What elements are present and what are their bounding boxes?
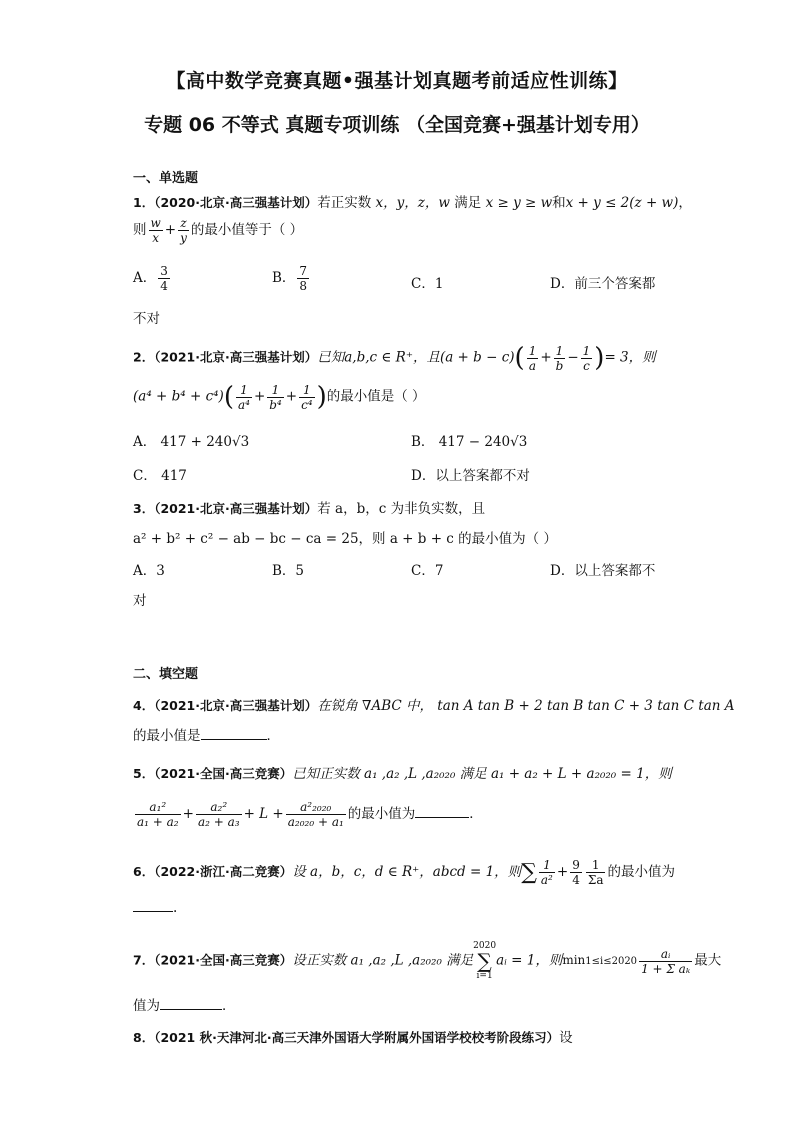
question-7-stem: 7．（2021·全国·高三竞赛）设正实数 a₁ ,a₂ ,L ,a₂₀₂₀ 满足2020 ∑ i=1aᵢ = 1，则min1≤i≤2020 $\frac{\text{aᵢ}}{\text{1 + Σ aₖ}}$ 最大 <box>133 941 722 981</box>
question-2-line2: (a⁴ + b⁴ + c⁴)( $\frac{1}{\text{a⁴}}$ + $\frac{1}{\text{b⁴}}$ + $\frac{1}{\text{c⁴}}$ )的最小值是（ ） <box>133 382 426 412</box>
question-4-stem: 4．（2021·北京·高三强基计划）在锐角 ∇ABC 中， tan A tan B + 2 tan B tan C + 3 tan C tan A <box>133 698 735 714</box>
document-title: 【高中数学竞赛真题•强基计划真题考前适应性训练】 <box>166 70 628 92</box>
question-source: （2021·北京·高三强基计划） <box>154 349 318 365</box>
question-3-line2: a² + b² + c² − ab − bc − ca = 25，则 a + b + c 的最小值为（ ） <box>133 531 557 547</box>
answer-blank[interactable] <box>133 899 173 912</box>
q3-option-a: A．3 <box>133 563 165 579</box>
question-3-stem: 3．（2021·北京·高三强基计划）若 a，b，c 为非负实数，且 <box>133 501 486 517</box>
section-heading-fill-blank: 二、填空题 <box>133 667 199 682</box>
q3-option-d-wrap: 对 <box>133 593 147 609</box>
fraction: $\frac{z}{y}$ <box>180 216 187 245</box>
question-1-line2: 则 $\frac{w}{x}$ + $\frac{z}{y}$ 的最小值等于（ ） <box>133 216 304 245</box>
section-heading-single-choice: 一、单选题 <box>133 171 199 186</box>
q2-option-c: C． 417 <box>133 468 187 484</box>
question-source: （2021·北京·高三强基计划） <box>154 698 318 713</box>
q2-option-a: A． 417 + 240√3 <box>133 434 250 450</box>
question-1-stem: 1．（2020·北京·高三强基计划）若正实数 x，y，z，w 满足 x ≥ y ≥ w和x + y ≤ 2(z + w)， <box>133 195 692 211</box>
q3-option-b: B．5 <box>272 563 305 579</box>
question-8-stem: 8．（2021 秋·天津河北·高三天津外国语大学附属外国语学校校考阶段练习）设 <box>133 1030 573 1046</box>
answer-blank[interactable] <box>201 727 267 740</box>
q2-option-b: B． 417 − 240√3 <box>411 434 528 450</box>
q1-option-b: B． $\frac{7}{8}$ <box>272 264 308 293</box>
q1-option-d: D．前三个答案都 <box>550 276 656 292</box>
question-6-line2: . <box>133 899 177 916</box>
q1-option-a: A． $\frac{3}{4}$ <box>133 264 168 293</box>
question-source: （2022·浙江·高二竞赛） <box>154 864 293 879</box>
q3-option-c: C．7 <box>411 563 444 579</box>
question-number: 1． <box>133 195 155 210</box>
question-7-line2: 值为 ． <box>133 998 236 1014</box>
question-source: （2021·北京·高三强基计划） <box>154 501 318 516</box>
question-source: （2021 秋·天津河北·高三天津外国语大学附属外国语学校校考阶段练习） <box>154 1030 560 1045</box>
q1-option-d-wrap: 不对 <box>133 311 160 327</box>
question-source: （2021·全国·高三竞赛） <box>154 766 293 781</box>
question-6-stem: 6．（2022·浙江·高二竞赛）设 a，b，c，d ∈ R⁺，abcd = 1，则∑ $\frac{1}{\text{a²}}$ + $\frac{9}{4}$ $\frac{1}{\Sigma a}$ 的最小值为 <box>133 858 675 887</box>
question-2-stem: 2．（2021·北京·高三强基计划）已知a,b,c ∈ R⁺，且(a + b − c)( $\frac{1}{a}$ + $\frac{1}{b}$ − $\frac{1}{c}$ )= 3，则 <box>133 343 656 373</box>
answer-blank[interactable] <box>160 997 222 1010</box>
question-source: （2020·北京·高三强基计划） <box>154 195 318 210</box>
document-subtitle: 专题 06 不等式 真题专项训练 （全国竞赛+强基计划专用） <box>144 114 650 136</box>
question-source: （2021·全国·高三竞赛） <box>154 952 293 968</box>
question-5-line2: $\frac{\text{a₁²}}{\text{a₁ + a₂}}$ + $\frac{\text{a₂²}}{\text{a₂ + a₃}}$ + L + $\frac{\text{a²₂₀₂₀}}{\text{a₂₀₂₀ + a₁}}$ 的最小值为 ． <box>137 800 483 829</box>
q2-option-d: D．以上答案都不对 <box>411 468 530 484</box>
question-5-stem: 5．（2021·全国·高三竞赛）已知正实数 a₁ ,a₂ ,L ,a₂₀₂₀ 满足 a₁ + a₂ + L + a₂₀₂₀ = 1，则 <box>133 766 672 782</box>
q3-option-d: D．以上答案都不 <box>550 563 656 579</box>
fraction: $\frac{w}{x}$ <box>150 216 161 245</box>
q1-option-c: C．1 <box>411 276 444 292</box>
answer-blank[interactable] <box>415 805 469 818</box>
question-4-line2: 的最小值是 ． <box>133 728 280 744</box>
